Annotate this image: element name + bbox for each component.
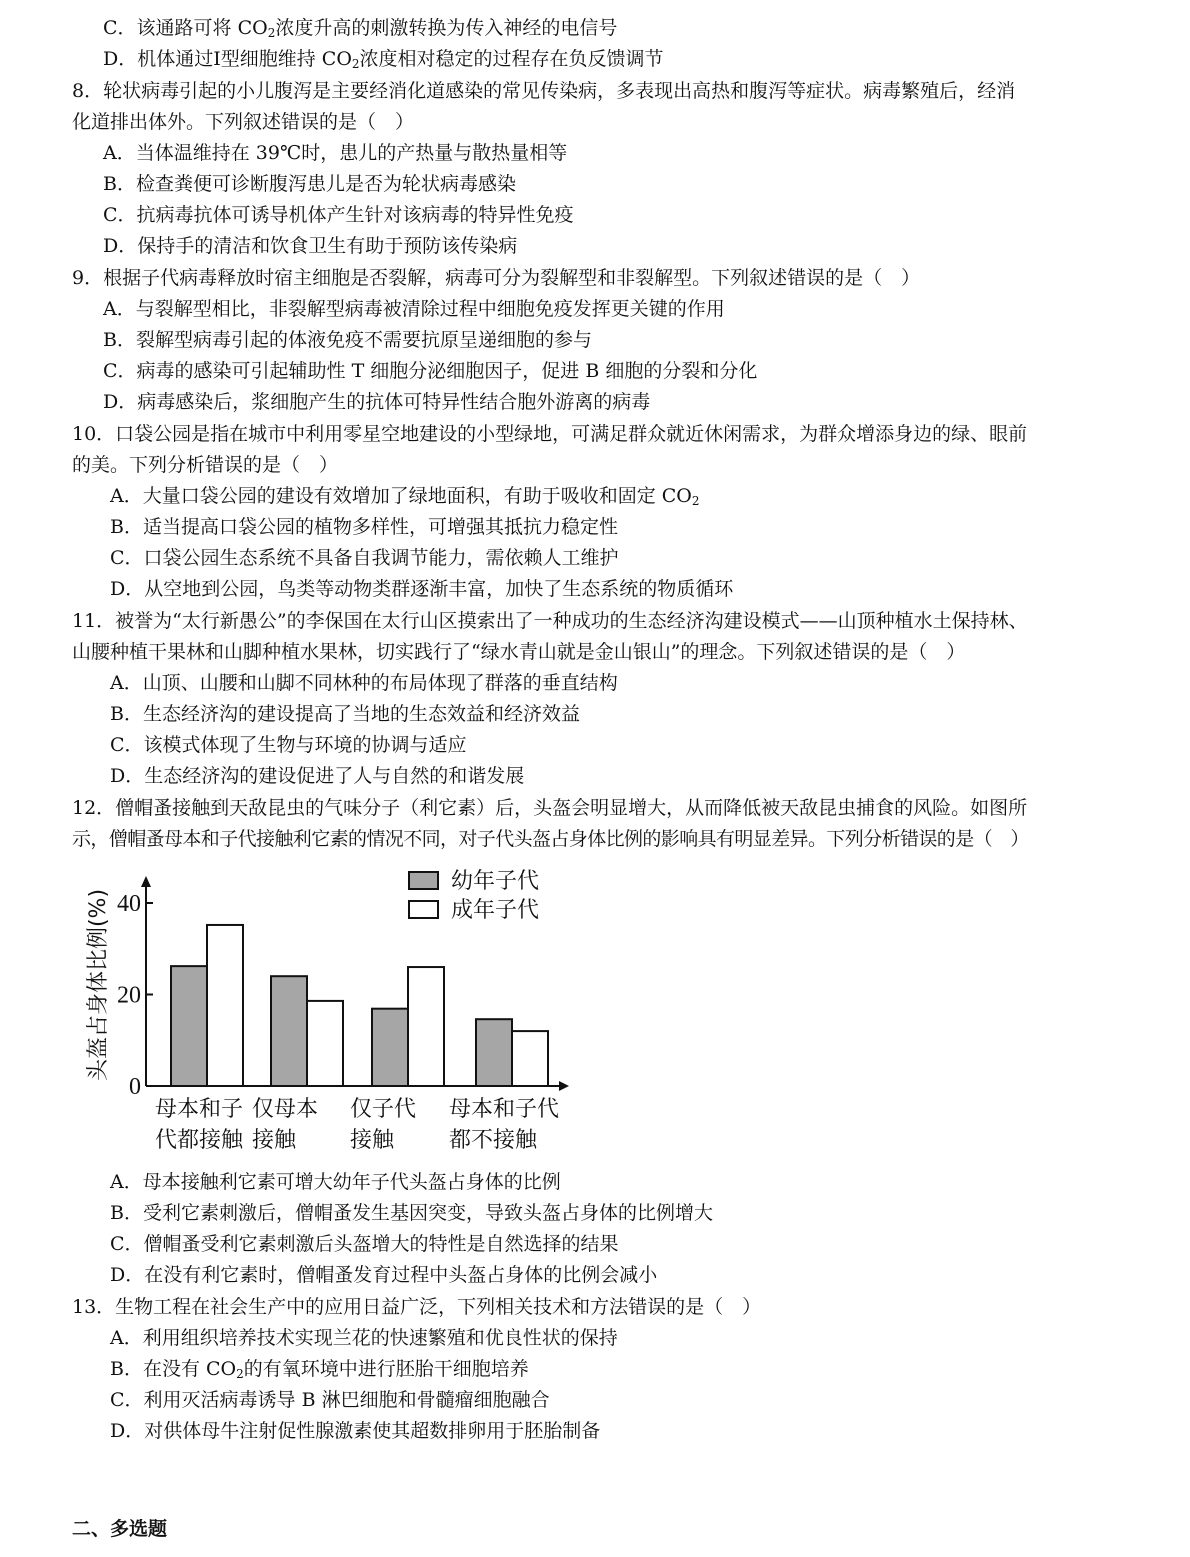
x-category-label: 代都接触 — [155, 1128, 244, 1153]
x-category-label: 母本和子 — [155, 1097, 244, 1122]
q13-option-a: A．利用组织培养技术实现兰花的快速繁殖和优良性状的保持 — [110, 1327, 618, 1349]
y-axis-label: 头盔占身体比例(%) — [86, 888, 111, 1082]
q9-stem-line1: 9．根据子代病毒释放时宿主细胞是否裂解，病毒可分为裂解型和非裂解型。下列叙述错误的是（ ） — [72, 267, 921, 289]
bar-adult-1 — [307, 1001, 343, 1086]
x-category-label: 接触 — [252, 1128, 297, 1153]
q10-stem-line1: 10．口袋公园是指在城市中利用零星空地建设的小型绿地，可满足群众就近休闲需求，为群众增添身边的绿、眼前 — [72, 423, 1028, 445]
bar-juvenile-0 — [171, 966, 207, 1086]
y-axis-arrow — [141, 876, 151, 887]
q12-stem-line1: 12．僧帽蚤接触到天敌昆虫的气味分子（利它素）后，头盔会明显增大，从而降低被天敌昆虫捕食的风险。如图所 — [72, 797, 1028, 819]
bar-adult-0 — [207, 925, 243, 1086]
legend-swatch — [409, 901, 438, 918]
x-category-label: 接触 — [350, 1128, 395, 1153]
q7-option-c-post: 浓度升高的刺激转换为传入神经的电信号 — [275, 17, 618, 39]
x-axis-arrow — [559, 1081, 569, 1091]
q13-option-b-pre: B．在没有 CO — [110, 1358, 237, 1380]
x-category-label: 仅母本 — [252, 1097, 319, 1122]
q12-option-b: B．受利它素刺激后，僧帽蚤发生基因突变，导致头盔占身体的比例增大 — [110, 1202, 713, 1224]
bar-juvenile-2 — [372, 1009, 408, 1086]
x-category-label: 母本和子代 — [449, 1097, 560, 1122]
q11-stem-line2: 山腰种植干果林和山脚种植水果林，切实践行了“绿水青山就是金山银山”的理念。下列叙述错误的是（ ） — [72, 641, 966, 663]
q7-option-d-pre: D．机体通过I型细胞维持 CO — [103, 48, 352, 70]
chart-legend — [409, 869, 539, 923]
q8-stem-line2: 化道排出体外。下列叙述错误的是（ ） — [72, 111, 415, 133]
y-ticks — [117, 891, 153, 1100]
x-category-labels — [155, 1097, 559, 1153]
q9-option-b: B．裂解型病毒引起的体液免疫不需要抗原呈递细胞的参与 — [103, 329, 592, 351]
q11-stem-line1: 11．被誉为“太行新愚公”的李保国在太行山区摸索出了一种成功的生态经济沟建设模式——山顶种植水土保持林、 — [72, 610, 1028, 632]
q8-stem-line1: 8．轮状病毒引起的小儿腹泻是主要经消化道感染的常见传染病，多表现出高热和腹泻等症状。病毒繁殖后，经消 — [72, 80, 1016, 102]
bar-juvenile-1 — [271, 976, 307, 1086]
legend-swatch — [409, 872, 438, 889]
q8-option-c: C．抗病毒抗体可诱导机体产生针对该病毒的特异性免疫 — [103, 204, 574, 226]
q10-option-d: D．从空地到公园，鸟类等动物类群逐渐丰富，加快了生态系统的物质循环 — [110, 578, 734, 600]
q13-option-c: C．利用灭活病毒诱导 B 淋巴细胞和骨髓瘤细胞融合 — [110, 1389, 550, 1411]
q7-option-d — [103, 47, 664, 71]
q7-option-d-sub: 2 — [351, 57, 360, 71]
q7-option-d-post: 浓度相对稳定的过程存在负反馈调节 — [359, 48, 664, 70]
bar-juvenile-3 — [476, 1019, 512, 1086]
q13-option-b-post: 的有氧环境中进行胚胎干细胞培养 — [243, 1358, 529, 1380]
q11-option-c: C．该模式体现了生物与环境的协调与适应 — [110, 734, 467, 756]
q11-option-a: A．山顶、山腰和山脚不同林种的布局体现了群落的垂直结构 — [110, 672, 618, 694]
q10-option-a — [110, 484, 700, 508]
q7-option-c — [103, 16, 617, 40]
q8-option-a: A．当体温维持在 39℃时，患儿的产热量与散热量相等 — [103, 142, 568, 164]
bar-adult-2 — [408, 967, 444, 1086]
section-heading-multiple-choice: 二、多选题 — [72, 1518, 168, 1540]
q8-option-d: D．保持手的清洁和饮食卫生有助于预防该传染病 — [103, 235, 518, 257]
q7-option-c-sub: 2 — [267, 26, 276, 40]
q8-option-b: B．检查粪便可诊断腹泻患儿是否为轮状病毒感染 — [103, 173, 516, 195]
legend-label: 成年子代 — [451, 898, 540, 923]
q11-option-d: D．生态经济沟的建设促进了人与自然的和谐发展 — [110, 765, 525, 787]
q13-stem-line1: 13．生物工程在社会生产中的应用日益广泛，下列相关技术和方法错误的是（ ） — [72, 1296, 762, 1318]
q10-stem-line2: 的美。下列分析错误的是（ ） — [72, 454, 339, 476]
chart-bars — [171, 925, 548, 1086]
y-tick-label: 0 — [129, 1074, 141, 1100]
bar-chart — [75, 860, 615, 1160]
q10-option-c: C．口袋公园生态系统不具备自我调节能力，需依赖人工维护 — [110, 547, 619, 569]
legend-label: 幼年子代 — [451, 869, 540, 894]
q13-option-b-sub: 2 — [236, 1367, 244, 1381]
bar-adult-3 — [512, 1031, 548, 1086]
y-tick-label: 20 — [117, 982, 141, 1009]
q12-stem-line2: 示，僧帽蚤母本和子代接触利它素的情况不同，对子代头盔占身体比例的影响具有明显差异。下列分析错误的是（ ） — [72, 828, 1029, 850]
q9-option-c: C．病毒的感染可引起辅助性 T 细胞分泌细胞因子，促进 B 细胞的分裂和分化 — [103, 360, 758, 382]
q9-option-d: D．病毒感染后，浆细胞产生的抗体可特异性结合胞外游离的病毒 — [103, 391, 651, 413]
q13-option-b — [110, 1357, 529, 1381]
q12-option-d: D．在没有利它素时，僧帽蚤发育过程中头盔占身体的比例会减小 — [110, 1264, 658, 1286]
x-category-label: 都不接触 — [449, 1128, 538, 1153]
q10-option-b: B．适当提高口袋公园的植物多样性，可增强其抵抗力稳定性 — [110, 516, 618, 538]
q10-option-a-sub: 2 — [691, 494, 700, 508]
q11-option-b: B．生态经济沟的建设提高了当地的生态效益和经济效益 — [110, 703, 580, 725]
y-tick-label: 40 — [117, 891, 141, 917]
x-category-label: 仅子代 — [350, 1097, 417, 1122]
q10-option-a-pre: A．大量口袋公园的建设有效增加了绿地面积，有助于吸收和固定 CO — [110, 485, 692, 507]
q13-option-d: D．对供体母牛注射促性腺激素使其超数排卵用于胚胎制备 — [110, 1420, 601, 1442]
q7-option-c-pre: C．该通路可将 CO — [103, 17, 268, 39]
q12-option-c: C．僧帽蚤受利它素刺激后头盔增大的特性是自然选择的结果 — [110, 1233, 619, 1255]
q9-option-a: A．与裂解型相比，非裂解型病毒被清除过程中细胞免疫发挥更关键的作用 — [103, 298, 725, 320]
q12-option-a: A．母本接触利它素可增大幼年子代头盔占身体的比例 — [110, 1171, 561, 1193]
